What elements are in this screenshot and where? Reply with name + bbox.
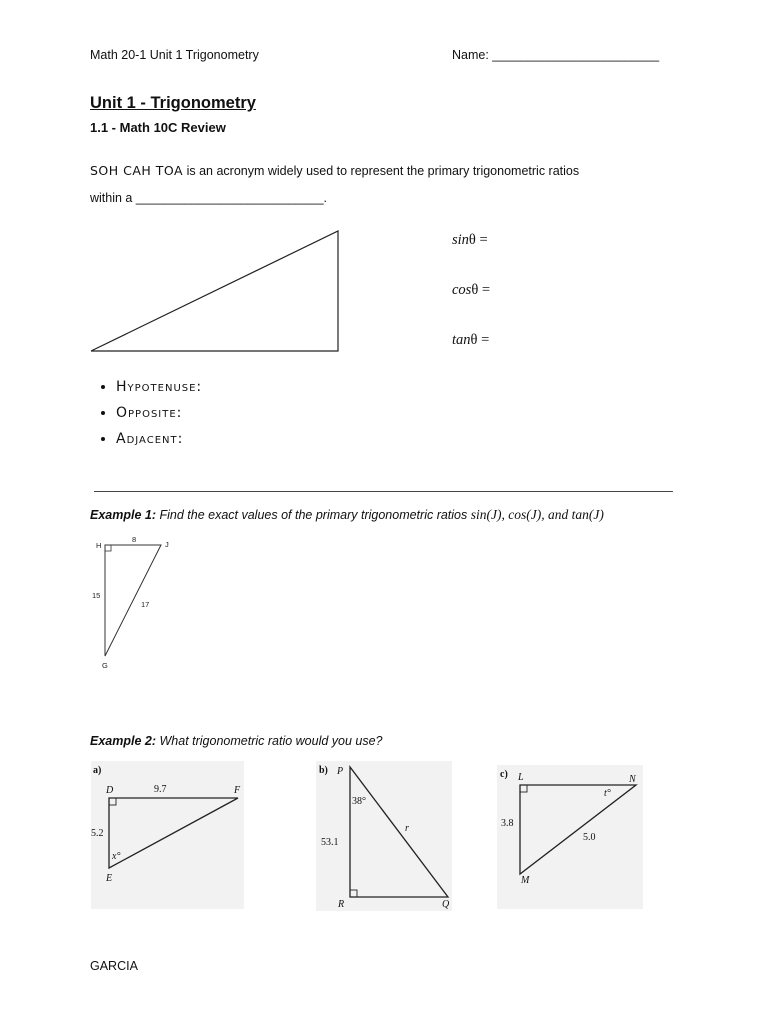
part-label-a: a): [93, 765, 102, 776]
side-hj: 8: [132, 535, 137, 544]
vertex-p: P: [337, 766, 344, 777]
example-2-text: What trigonometric ratio would you use?: [156, 734, 383, 748]
vertex-e: E: [106, 873, 113, 884]
angle-e: x°: [112, 851, 121, 862]
cos-rest: θ =: [471, 282, 491, 298]
triangle-hjg: [105, 545, 161, 656]
cos-fn: cos: [452, 282, 472, 298]
section-title: 1.1 - Math 10C Review: [90, 120, 226, 135]
example-2-label: Example 2:: [90, 734, 157, 748]
intro-text-2: within a ___________________________.: [90, 191, 328, 205]
side-df: 9.7: [154, 784, 167, 795]
vertex-m: M: [521, 875, 530, 886]
scan-background: [497, 765, 643, 909]
example-1-label: Example 1:: [90, 508, 157, 522]
example-1-math: sin(J), cos(J), and tan(J): [470, 507, 604, 522]
side-de: 5.2: [91, 828, 104, 839]
tan-ratio: [452, 332, 489, 349]
vertex-n: N: [629, 774, 636, 785]
name-field-label: Name: ________________________: [452, 48, 660, 62]
sin-rest: θ =: [468, 232, 488, 248]
triangle-outline: [91, 231, 338, 351]
term-opposite: • Opposite:: [116, 400, 202, 426]
intro-paragraph: [90, 157, 680, 212]
example-1-prompt: [90, 507, 604, 523]
example-2c-triangle: [497, 765, 643, 909]
tan-rest: θ =: [470, 332, 490, 348]
vertex-f: F: [234, 785, 241, 796]
side-nm: 5.0: [583, 832, 596, 843]
side-lm: 3.8: [501, 818, 514, 829]
sin-ratio: [452, 232, 488, 249]
term-hypotenuse: • Hypotenuse:: [116, 374, 202, 400]
course-header: Math 20-1 Unit 1 Trigonometry: [90, 48, 259, 62]
vertex-q: Q: [442, 899, 450, 910]
angle-p: 38°: [352, 796, 366, 807]
vertex-l: L: [518, 772, 524, 783]
angle-n: t°: [604, 788, 611, 799]
cos-ratio: [452, 282, 490, 299]
side-pq: r: [405, 823, 409, 834]
acronym: SOH CAH TOA: [90, 163, 184, 178]
sin-fn: sin: [452, 232, 469, 248]
vertex-j: J: [165, 540, 169, 549]
example-2a-triangle: [91, 761, 244, 909]
terms-list: [92, 374, 202, 452]
example-1-text: Find the exact values of the primary trigonometric ratios: [156, 508, 471, 522]
example-1-triangle: [88, 532, 178, 674]
scan-background: [316, 761, 452, 911]
vertex-h: H: [96, 541, 102, 550]
right-angle-mark: [105, 545, 111, 551]
example-2-prompt: [90, 734, 383, 748]
scan-background: [91, 761, 244, 909]
section-divider: [94, 491, 673, 492]
footer-author: GARCIA: [90, 959, 138, 973]
right-triangle-diagram: [88, 228, 342, 354]
part-label-c: c): [500, 769, 508, 780]
part-label-b: b): [319, 765, 328, 776]
tan-fn: tan: [452, 332, 471, 348]
side-hg: 15: [92, 591, 101, 600]
intro-text-1: is an acronym widely used to represent the primary trigonometric ratios: [183, 164, 580, 178]
example-2b-triangle: [316, 761, 452, 911]
side-pr: 53.1: [321, 837, 339, 848]
side-jg: 17: [141, 600, 150, 609]
vertex-d: D: [106, 785, 114, 796]
page-title: Unit 1 - Trigonometry: [90, 94, 256, 112]
term-adjacent: • Adjacent:: [116, 426, 202, 452]
vertex-g: G: [102, 661, 108, 670]
vertex-r: R: [338, 899, 345, 910]
